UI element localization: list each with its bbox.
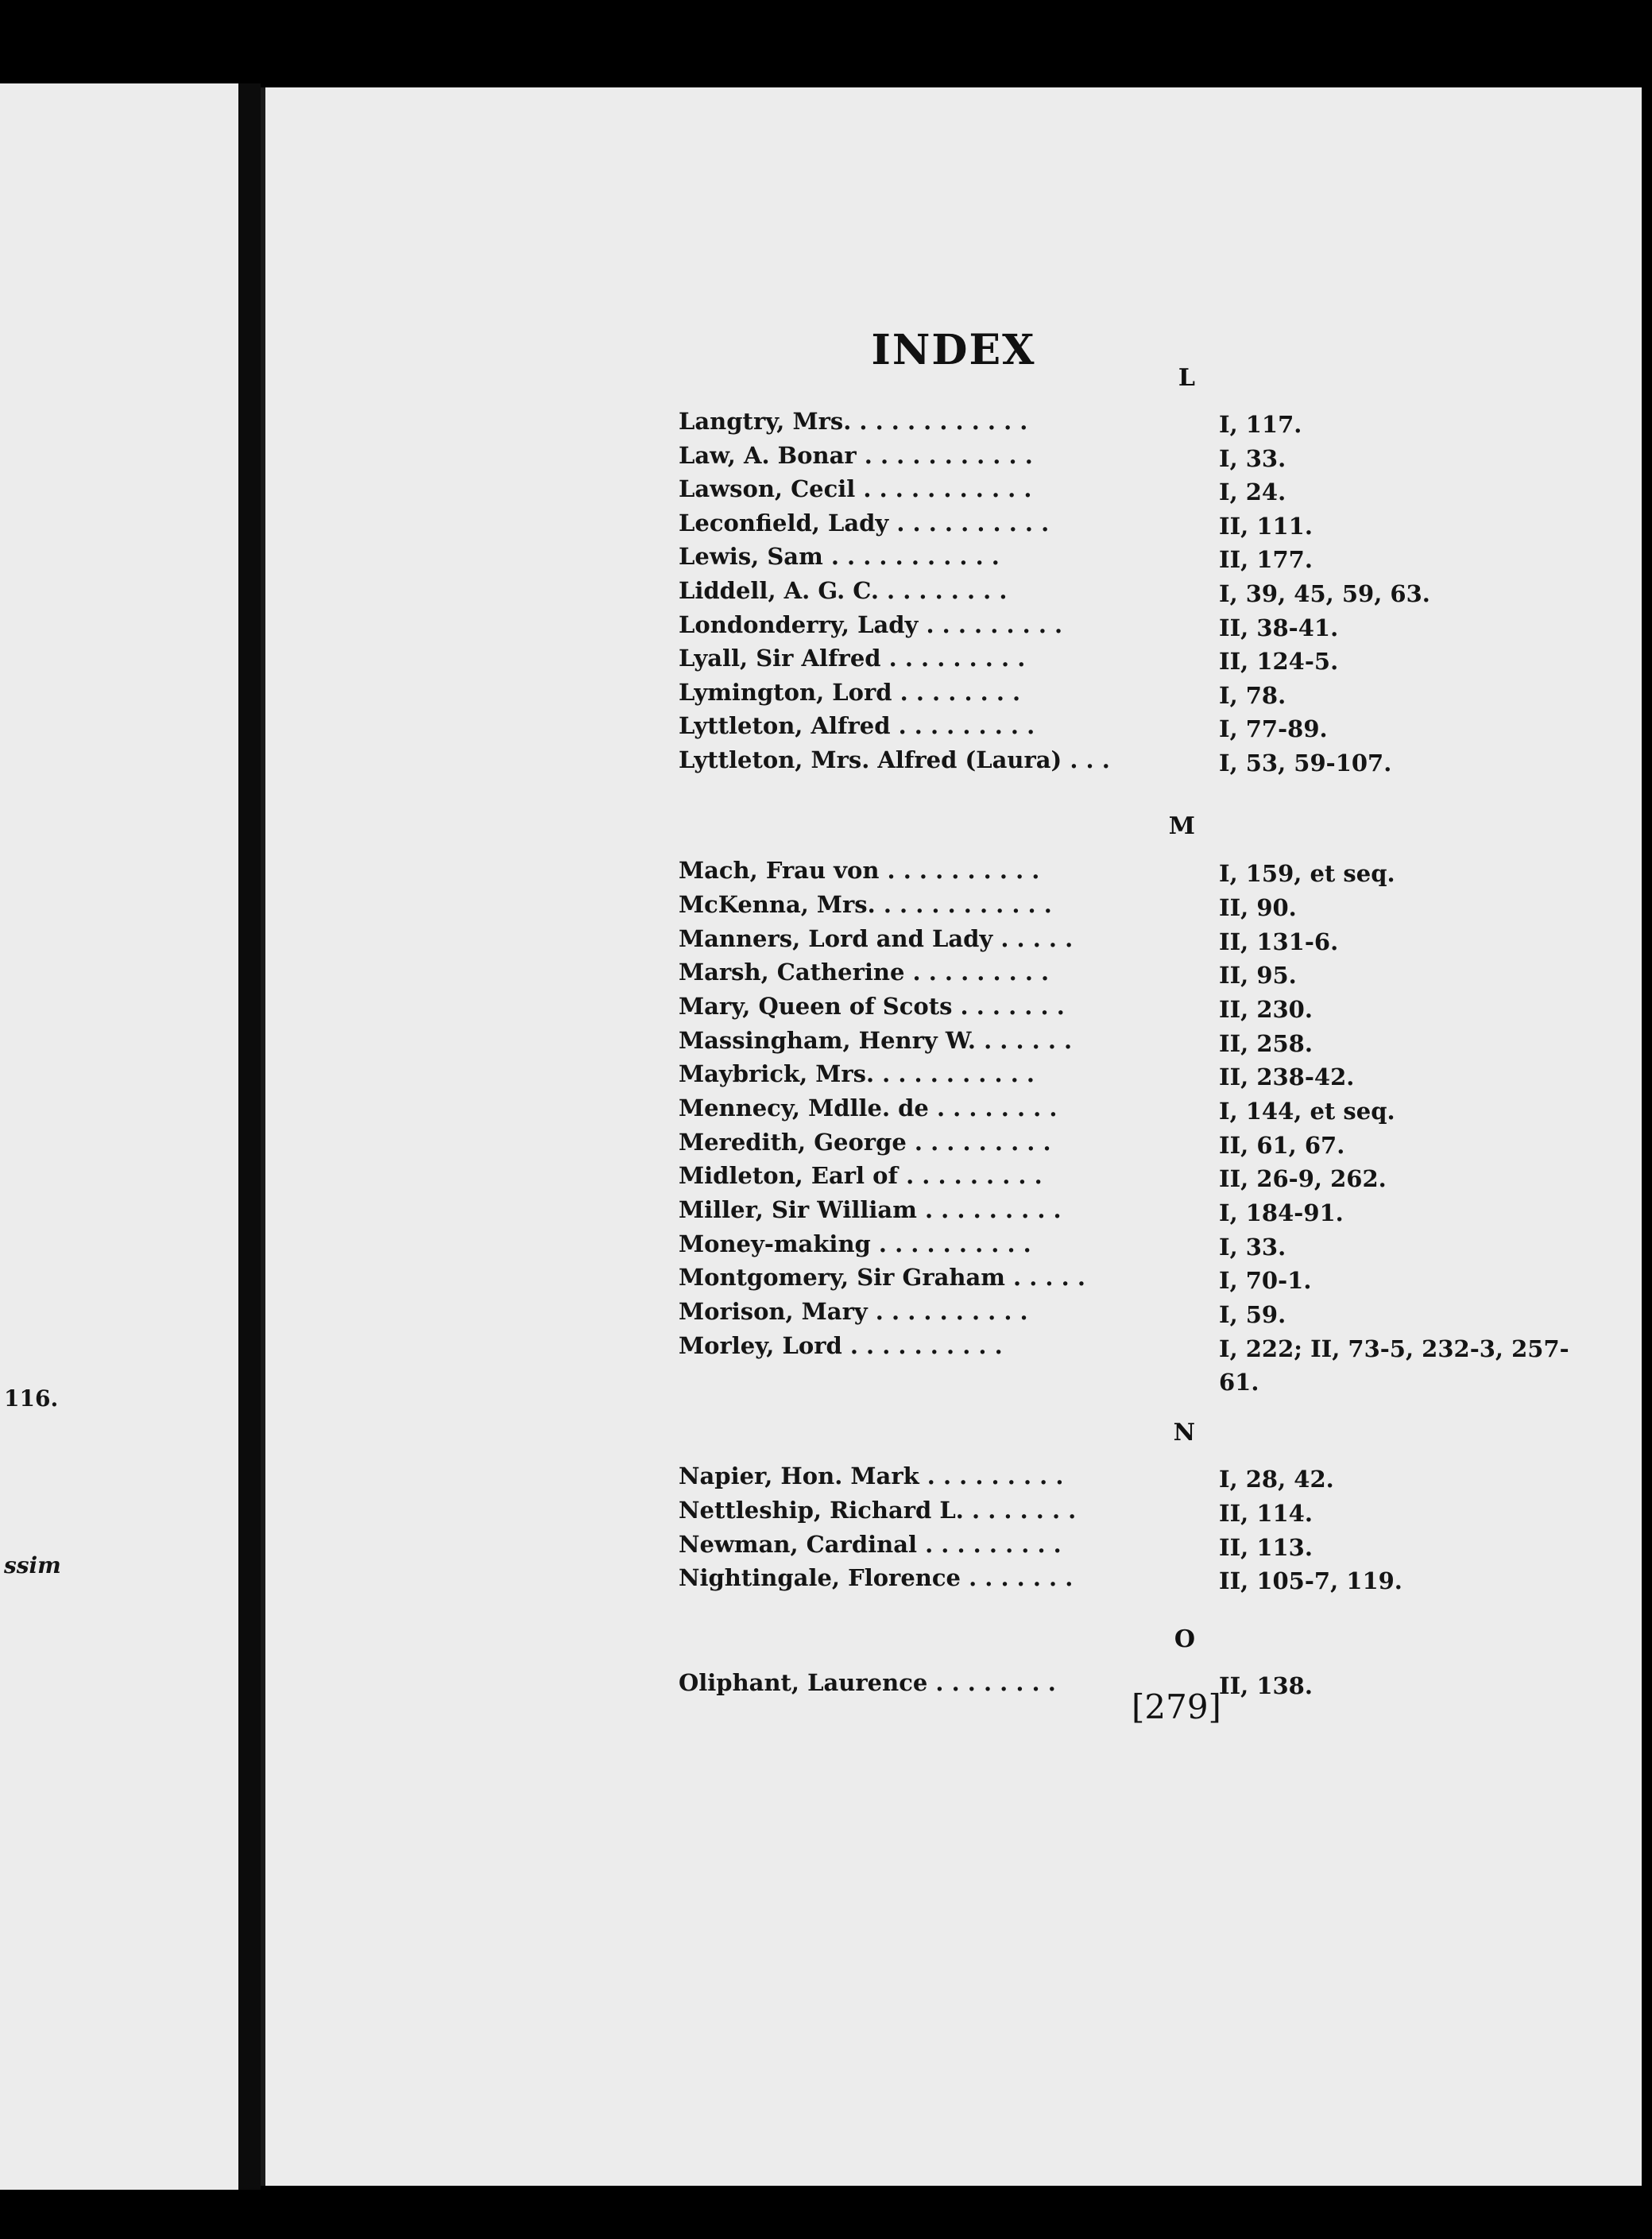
entry-name: Law, A. Bonar . . . . . . . . . . .	[679, 442, 1033, 469]
entry-ref: I, 33.	[1219, 445, 1286, 472]
index-entry	[679, 857, 1584, 890]
entry-name: Nightingale, Florence . . . . . . .	[679, 1564, 1074, 1591]
entry-ref: II, 114.	[1219, 1500, 1313, 1527]
index-entry	[679, 1462, 1584, 1496]
entry-name: Montgomery, Sir Graham . . . . .	[679, 1264, 1085, 1291]
entry-name: Newman, Cardinal . . . . . . . . .	[679, 1531, 1062, 1558]
index-entry	[679, 1129, 1584, 1162]
entry-name: Morison, Mary . . . . . . . . . .	[679, 1298, 1028, 1325]
entry-ref: I, 39, 45, 59, 63.	[1219, 580, 1430, 607]
index-entry	[679, 891, 1584, 924]
entry-name: Lewis, Sam . . . . . . . . . . .	[679, 543, 1000, 570]
entry-name: Napier, Hon. Mark . . . . . . . . .	[679, 1462, 1064, 1489]
index-entry	[679, 577, 1584, 610]
index-entry	[679, 1298, 1584, 1331]
entry-name: McKenna, Mrs. . . . . . . . . . . .	[679, 891, 1052, 918]
entry-ref: I, 78.	[1219, 682, 1286, 709]
index-entry	[679, 1564, 1584, 1598]
entry-ref: I, 144, et seq.	[1219, 1098, 1395, 1125]
entry-name: Londonderry, Lady . . . . . . . . .	[679, 611, 1063, 638]
index-entry	[679, 1027, 1584, 1060]
index-entry	[679, 1497, 1584, 1530]
entry-ref: II, 238-42.	[1219, 1063, 1355, 1090]
entry-ref: I, 159, et seq.	[1219, 860, 1395, 887]
entry-name: Lyall, Sir Alfred . . . . . . . . .	[679, 645, 1026, 672]
entry-ref: I, 70-1.	[1219, 1267, 1312, 1294]
entry-name: Meredith, George . . . . . . . . .	[679, 1129, 1051, 1156]
section-heading-o: O	[1174, 1625, 1195, 1653]
page-number: [279]	[1132, 1687, 1221, 1726]
entry-name: Morley, Lord . . . . . . . . . .	[679, 1332, 1003, 1359]
entry-ref: II, 138.	[1219, 1672, 1313, 1699]
index-entry	[679, 1264, 1584, 1297]
index-entry	[679, 543, 1584, 576]
entry-ref: II, 95.	[1219, 962, 1297, 989]
entry-name: Marsh, Catherine . . . . . . . . .	[679, 959, 1050, 986]
index-entry	[679, 746, 1584, 780]
entry-ref: I, 184-91.	[1219, 1199, 1344, 1226]
index-entry	[679, 442, 1584, 475]
index-page	[261, 87, 1642, 2186]
left-page	[0, 83, 238, 2190]
entry-ref: II, 111.	[1219, 513, 1313, 540]
entry-ref: II, 26-9, 262.	[1219, 1165, 1387, 1192]
index-entry	[679, 1094, 1584, 1128]
entry-name: Oliphant, Laurence . . . . . . . .	[679, 1669, 1056, 1696]
entry-ref: II, 124-5.	[1219, 648, 1339, 675]
entry-name: Lawson, Cecil . . . . . . . . . . .	[679, 475, 1032, 502]
entry-name: Midleton, Earl of . . . . . . . . .	[679, 1162, 1043, 1189]
entry-ref: II, 38-41.	[1219, 614, 1339, 641]
index-entry	[679, 475, 1584, 509]
page-title: INDEX	[871, 326, 1036, 374]
index-entry	[679, 1060, 1584, 1094]
entry-name: Mach, Frau von . . . . . . . . . .	[679, 857, 1040, 884]
entry-name: Miller, Sir William . . . . . . . . .	[679, 1196, 1062, 1223]
index-entry	[679, 1196, 1584, 1230]
entry-ref: I, 53, 59-107.	[1219, 750, 1392, 777]
index-entry	[679, 1162, 1584, 1195]
entry-name: Liddell, A. G. C. . . . . . . . .	[679, 577, 1008, 604]
entry-ref: I, 28, 42.	[1219, 1466, 1334, 1493]
entry-ref: II, 61, 67.	[1219, 1132, 1345, 1159]
entry-name: Leconfield, Lady . . . . . . . . . .	[679, 509, 1050, 537]
index-body	[679, 87, 1584, 2186]
entry-ref: I, 59.	[1219, 1301, 1286, 1328]
index-entry	[679, 1531, 1584, 1564]
index-entry	[679, 611, 1584, 645]
index-entry	[679, 959, 1584, 992]
entry-name: Lyttleton, Alfred . . . . . . . . .	[679, 712, 1035, 739]
entry-name: Money-making . . . . . . . . . .	[679, 1230, 1031, 1257]
index-entry	[679, 1332, 1584, 1396]
index-entry	[679, 408, 1584, 441]
entry-ref: I, 77-89.	[1219, 715, 1328, 742]
entry-ref: II, 90.	[1219, 894, 1297, 921]
entry-ref: II, 177.	[1219, 546, 1313, 573]
entry-ref: I, 117.	[1219, 411, 1302, 438]
left-page-fragment: 116.	[4, 1385, 59, 1412]
entry-ref: II, 230.	[1219, 996, 1313, 1023]
entry-ref: I, 24.	[1219, 478, 1286, 506]
entry-ref: II, 131-6.	[1219, 928, 1339, 955]
entry-name: Massingham, Henry W. . . . . . .	[679, 1027, 1073, 1054]
entry-ref: I, 33.	[1219, 1234, 1286, 1261]
left-page-fragment: ssim	[4, 1552, 61, 1579]
index-entry	[679, 925, 1584, 959]
book-spine	[238, 83, 261, 2190]
entry-name: Maybrick, Mrs. . . . . . . . . . .	[679, 1060, 1035, 1087]
entry-ref: I, 222; II, 73-5, 232-3, 257-61.	[1219, 1335, 1569, 1396]
entry-name: Langtry, Mrs. . . . . . . . . . . .	[679, 408, 1028, 435]
entry-name: Nettleship, Richard L. . . . . . . .	[679, 1497, 1077, 1524]
index-entry	[679, 509, 1584, 543]
section-heading-l: L	[1178, 364, 1195, 392]
index-entry	[679, 679, 1584, 712]
index-entry	[679, 1230, 1584, 1264]
entry-name: Lymington, Lord . . . . . . . .	[679, 679, 1021, 706]
index-entry	[679, 712, 1584, 746]
index-entry	[679, 645, 1584, 678]
entry-name: Mary, Queen of Scots . . . . . . .	[679, 993, 1065, 1020]
entry-ref: II, 105-7, 119.	[1219, 1567, 1402, 1594]
entry-name: Lyttleton, Mrs. Alfred (Laura) . . .	[679, 746, 1110, 773]
section-heading-m: M	[1168, 812, 1195, 840]
section-heading-n: N	[1173, 1419, 1195, 1447]
entry-name: Mennecy, Mdlle. de . . . . . . . .	[679, 1094, 1058, 1121]
index-entry	[679, 993, 1584, 1026]
entry-name: Manners, Lord and Lady . . . . .	[679, 925, 1074, 952]
entry-ref: II, 113.	[1219, 1534, 1313, 1561]
entry-ref: II, 258.	[1219, 1030, 1313, 1057]
